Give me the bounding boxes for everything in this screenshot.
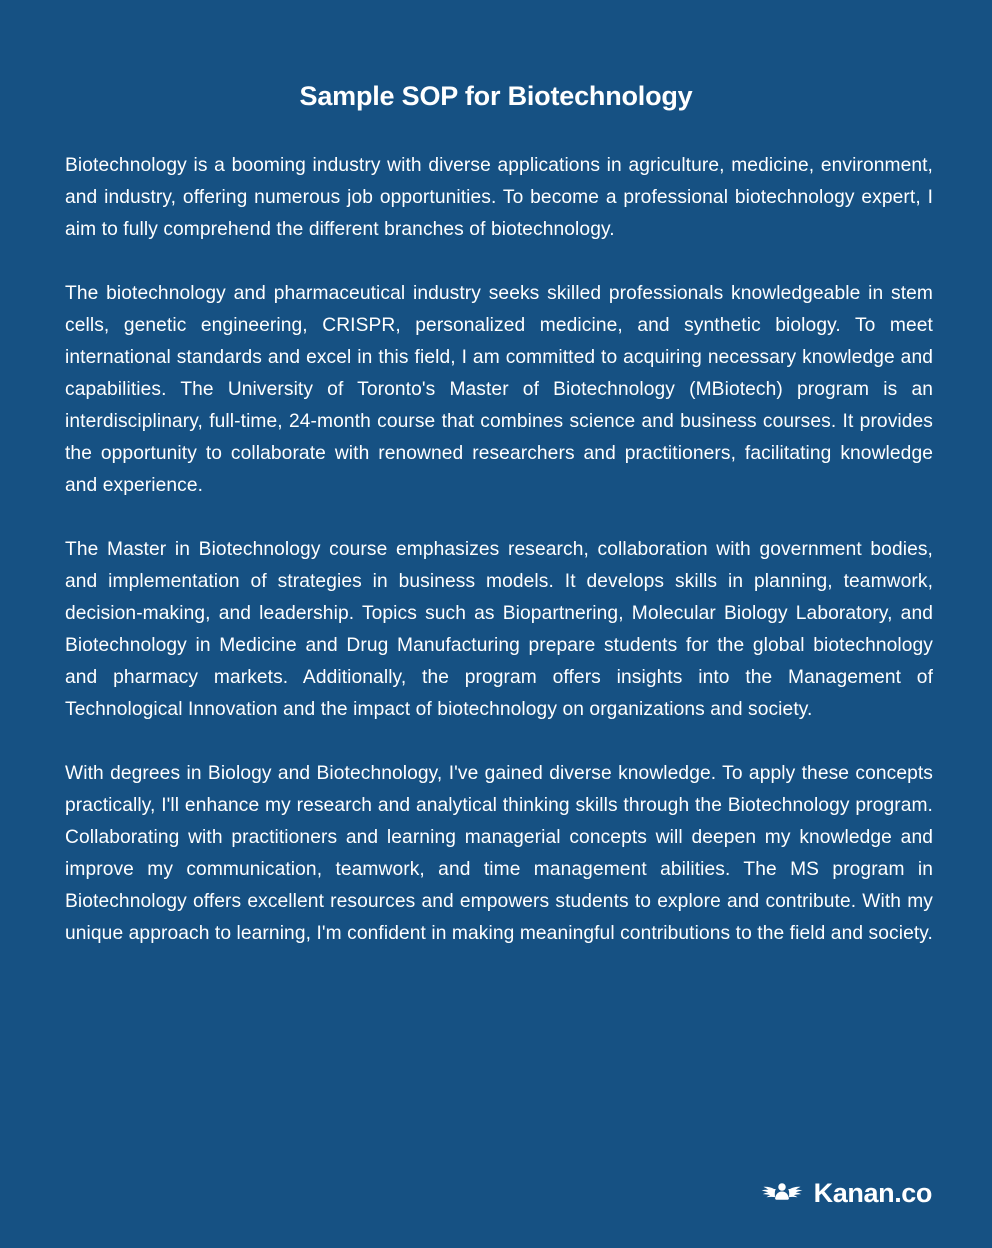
brand-name: Kanan.co (813, 1177, 932, 1208)
brand-logo (759, 1178, 932, 1208)
page-title: Sample SOP for Biotechnology (299, 81, 693, 111)
winged-figure-icon (759, 1178, 805, 1208)
paragraph: The biotechnology and pharmaceutical industry seeks skilled professionals knowledgeable in stem cells, genetic engineering, CRISPR, personalized medicine, and synthetic biology. To meet international standards and excel in this field, I am committed to acquiring necessary knowledge and capabilities. The University of Toronto's Master of Biotechnology (MBiotech) program is an interdisciplinary, full-time, 24-month course that combines science and business courses. It provides the opportunity to collaborate with renowned researchers and practitioners, facilitating knowledge and experience. (65, 283, 933, 497)
paragraph: Biotechnology is a booming industry with diverse applications in agriculture, medicine, environment, and industry, offering numerous job opportunities. To become a professional biotechnology expert, I aim to fully comprehend the different branches of biotechnology. (65, 155, 933, 241)
paragraph: The Master in Biotechnology course emphasizes research, collaboration with government bodies, and implementation of strategies in business models. It develops skills in planning, teamwork, decision-making, and leadership. Topics such as Biopartnering, Molecular Biology Laboratory, and Biotechnology in Medicine and Drug Manufacturing prepare students for the global biotechnology and pharmacy markets. Additionally, the program offers insights into the Management of Technological Innovation and the impact of biotechnology on organizations and society. (65, 539, 933, 721)
paragraph: With degrees in Biology and Biotechnology, I've gained diverse knowledge. To apply these concepts practically, I'll enhance my research and analytical thinking skills through the Biotechnology program. Collaborating with practitioners and learning managerial concepts will deepen my knowledge and improve my communication, teamwork, and time management abilities. The MS program in Biotechnology offers excellent resources and empowers students to explore and contribute. With my unique approach to learning, I'm confident in making meaningful contributions to the field and society. (65, 763, 933, 945)
document-body (65, 150, 933, 950)
